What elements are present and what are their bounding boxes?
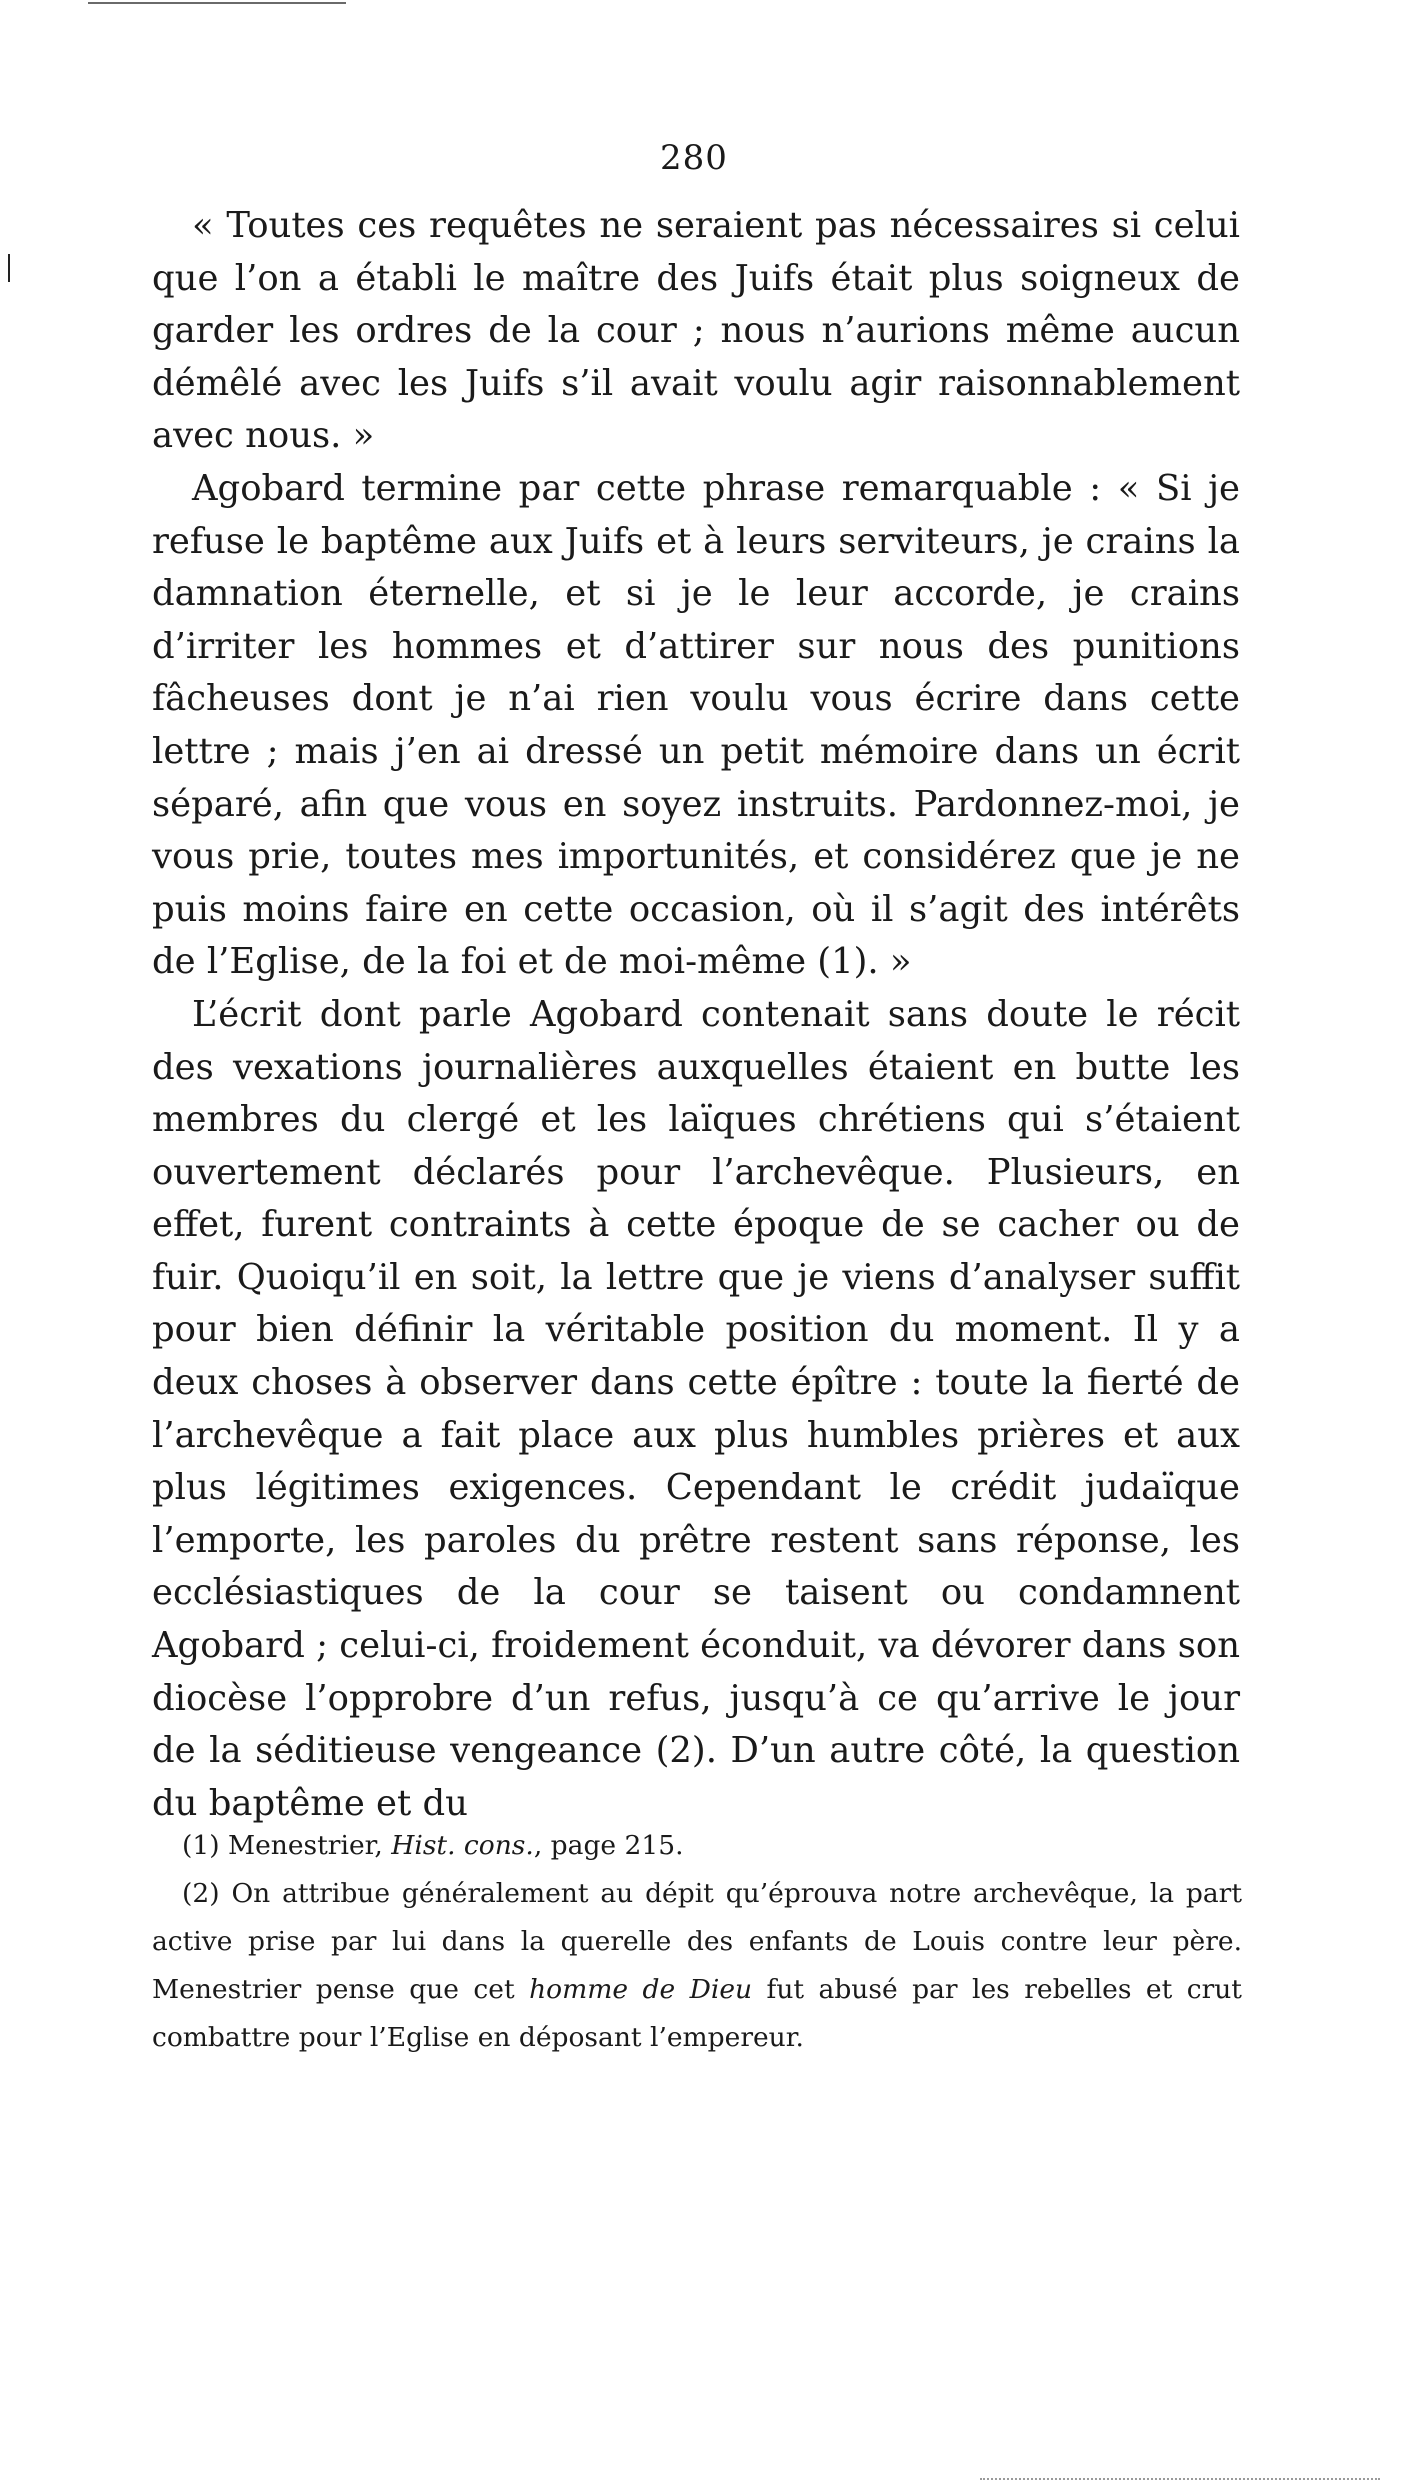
footnote-2 [152, 1870, 1242, 2062]
footnote-1-author: Menestrier, [227, 1830, 383, 1861]
footnote-1 [152, 1822, 1242, 1870]
footnote-2-text-a: On attribue généralement au dépit qu’éprouva notre archevêque, la part active prise par lui dans la querelle des enfants de Louis contre leur père. Menestrier pense que cet [152, 1878, 1242, 2005]
footnote-1-marker: (1) [182, 1830, 220, 1861]
footnote-2-italic: homme de Dieu [529, 1974, 753, 2005]
margin-mark [8, 254, 10, 282]
paragraph-2: Agobard termine par cette phrase remarquable : « Si je refuse le baptême aux Juifs et à leurs serviteurs, je crains la damnation éternelle, et si je le leur accorde, je crains d’irriter les hommes et d’attirer sur nous des punitions fâcheuses dont je n’ai rien voulu vous écrire dans cette lettre ; mais j’en ai dressé un petit mémoire dans un écrit séparé, afin que vous en soyez instruits. Pardonnez-moi, je vous prie, toutes mes importunités, et considérez que je ne puis moins faire en cette occasion, où il s’agit des intérêts de l’Eglise, de la foi et de moi-même (1). » [152, 467, 1240, 983]
top-edge-rule [88, 2, 346, 4]
footnotes [152, 1822, 1242, 2062]
footnote-1-work: Hist. cons. [391, 1830, 534, 1861]
bottom-edge-specks [980, 2478, 1380, 2480]
footnote-1-rest: , page 215. [533, 1830, 684, 1861]
paragraph-3: L’écrit dont parle Agobard contenait sans doute le récit des vexations journalières auxquelles étaient en butte les membres du clergé et les laïques chrétiens qui s’étaient ouvertement déclarés pour l’archevêque. Plusieurs, en effet, furent contraints à cette époque de se cacher ou de fuir. Quoiqu’il en soit, la lettre que je viens d’analyser suffit pour bien définir la véritable position du moment. Il y a deux choses à observer dans cette épître : toute la fierté de l’archevêque a fait place aux plus humbles prières et aux plus légitimes exigences. Cependant le crédit judaïque l’emporte, les paroles du prêtre restent sans réponse, les ecclésiastiques de la cour se taisent ou condamnent Agobard ; celui-ci, froidement éconduit, va dévorer dans son diocèse l’opprobre d’un refus, jusqu’à ce qu’arrive le jour de la séditieuse vengeance (2). D’un autre côté, la question du baptême et du [152, 993, 1240, 1824]
footnote-2-marker: (2) [182, 1878, 220, 1909]
body-text [152, 200, 1240, 1830]
page-number: 280 [660, 138, 728, 178]
footnote-2-text-b: fut abusé par les rebelles et crut combattre pour l’Eglise en déposant l’empereur. [152, 1974, 1242, 2053]
paragraph-1: « Toutes ces requêtes ne seraient pas nécessaires si celui que l’on a établi le maître des Juifs était plus soigneux de garder les ordres de la cour ; nous n’aurions même aucun démêlé avec les Juifs s’il avait voulu agir raisonnablement avec nous. » [152, 205, 1240, 457]
